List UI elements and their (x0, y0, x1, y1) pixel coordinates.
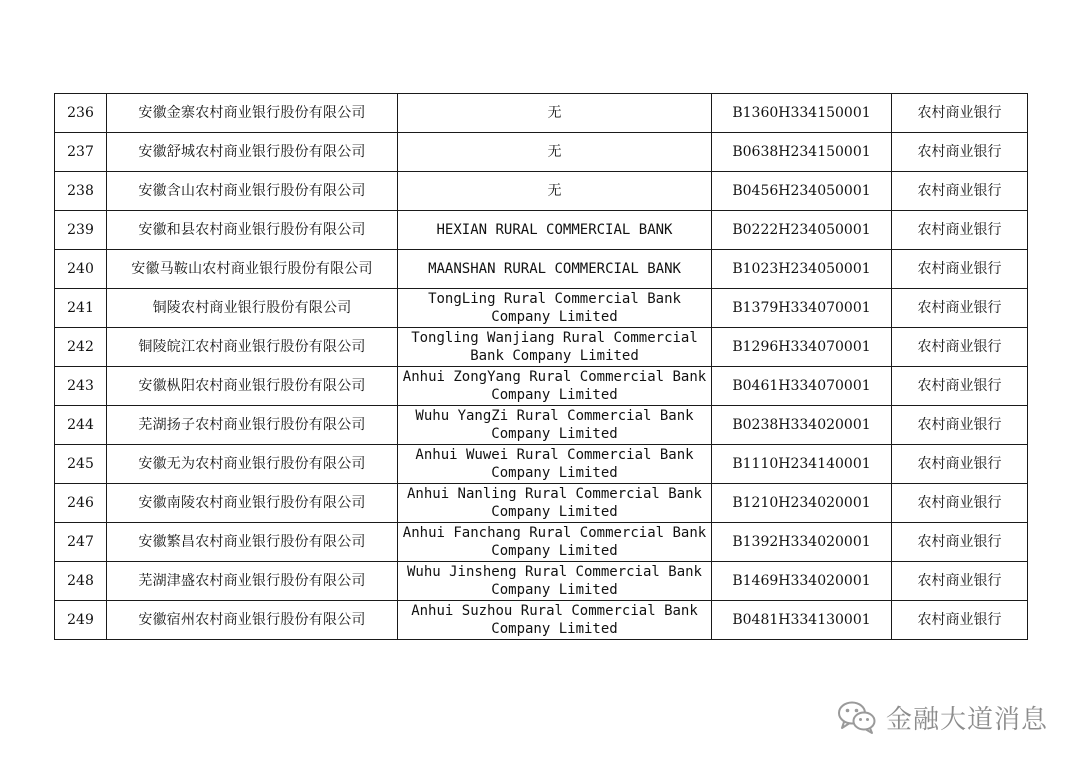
institution-code: B1296H334070001 (712, 328, 892, 367)
row-number: 241 (55, 289, 107, 328)
row-number: 245 (55, 445, 107, 484)
institution-code: B1379H334070001 (712, 289, 892, 328)
institution-code: B0461H334070001 (712, 367, 892, 406)
bank-name-cn: 芜湖扬子农村商业银行股份有限公司 (107, 406, 398, 445)
institution-code: B1110H234140001 (712, 445, 892, 484)
bank-type: 农村商业银行 (892, 211, 1028, 250)
table-row (55, 445, 1028, 484)
table-row (55, 172, 1028, 211)
row-number: 238 (55, 172, 107, 211)
bank-name-cn: 安徽金寨农村商业银行股份有限公司 (107, 94, 398, 133)
row-number: 247 (55, 523, 107, 562)
bank-type: 农村商业银行 (892, 172, 1028, 211)
institution-code: B0638H234150001 (712, 133, 892, 172)
bank-name-cn: 安徽舒城农村商业银行股份有限公司 (107, 133, 398, 172)
bank-name-cn: 安徽南陵农村商业银行股份有限公司 (107, 484, 398, 523)
bank-name-cn: 安徽宿州农村商业银行股份有限公司 (107, 601, 398, 640)
bank-type: 农村商业银行 (892, 250, 1028, 289)
bank-name-en: Anhui Wuwei Rural Commercial Bank Company Limited (398, 445, 712, 484)
table-row (55, 211, 1028, 250)
bank-name-cn: 安徽和县农村商业银行股份有限公司 (107, 211, 398, 250)
institution-code: B1210H234020001 (712, 484, 892, 523)
table-body (55, 94, 1028, 640)
institution-code: B1023H234050001 (712, 250, 892, 289)
table-row (55, 328, 1028, 367)
bank-name-cn: 安徽含山农村商业银行股份有限公司 (107, 172, 398, 211)
bank-name-cn: 安徽马鞍山农村商业银行股份有限公司 (107, 250, 398, 289)
row-number: 248 (55, 562, 107, 601)
bank-name-en: Anhui Nanling Rural Commercial Bank Company Limited (398, 484, 712, 523)
bank-name-cn: 安徽枞阳农村商业银行股份有限公司 (107, 367, 398, 406)
institution-code: B1360H334150001 (712, 94, 892, 133)
bank-type: 农村商业银行 (892, 523, 1028, 562)
bank-name-cn: 安徽无为农村商业银行股份有限公司 (107, 445, 398, 484)
bank-type: 农村商业银行 (892, 133, 1028, 172)
table-row (55, 523, 1028, 562)
bank-name-en: Anhui ZongYang Rural Commercial Bank Company Limited (398, 367, 712, 406)
bank-name-cn: 铜陵农村商业银行股份有限公司 (107, 289, 398, 328)
bank-name-cn: 铜陵皖江农村商业银行股份有限公司 (107, 328, 398, 367)
bank-type: 农村商业银行 (892, 406, 1028, 445)
table-row (55, 562, 1028, 601)
bank-name-en: HEXIAN RURAL COMMERCIAL BANK (398, 211, 712, 250)
bank-name-en: Wuhu Jinsheng Rural Commercial Bank Company Limited (398, 562, 712, 601)
bank-type: 农村商业银行 (892, 484, 1028, 523)
institution-code: B0456H234050001 (712, 172, 892, 211)
watermark (836, 697, 1048, 737)
row-number: 242 (55, 328, 107, 367)
institution-code: B0481H334130001 (712, 601, 892, 640)
bank-type: 农村商业银行 (892, 445, 1028, 484)
bank-name-cn: 芜湖津盛农村商业银行股份有限公司 (107, 562, 398, 601)
bank-type: 农村商业银行 (892, 328, 1028, 367)
row-number: 240 (55, 250, 107, 289)
institution-code: B0238H334020001 (712, 406, 892, 445)
bank-name-en: 无 (398, 94, 712, 133)
table-row (55, 94, 1028, 133)
bank-type: 农村商业银行 (892, 367, 1028, 406)
bank-name-en: Tongling Wanjiang Rural Commercial Bank Company Limited (398, 328, 712, 367)
bank-type: 农村商业银行 (892, 562, 1028, 601)
row-number: 244 (55, 406, 107, 445)
row-number: 243 (55, 367, 107, 406)
bank-name-en: 无 (398, 172, 712, 211)
row-number: 246 (55, 484, 107, 523)
bank-type: 农村商业银行 (892, 289, 1028, 328)
bank-name-en: TongLing Rural Commercial Bank Company Limited (398, 289, 712, 328)
bank-name-en: Anhui Fanchang Rural Commercial Bank Company Limited (398, 523, 712, 562)
institution-code: B1469H334020001 (712, 562, 892, 601)
bank-name-en: Wuhu YangZi Rural Commercial Bank Company Limited (398, 406, 712, 445)
table-row (55, 289, 1028, 328)
bank-name-en: Anhui Suzhou Rural Commercial Bank Company Limited (398, 601, 712, 640)
bank-type: 农村商业银行 (892, 601, 1028, 640)
table-row (55, 406, 1028, 445)
table-row (55, 367, 1028, 406)
row-number: 249 (55, 601, 107, 640)
bank-name-en: MAANSHAN RURAL COMMERCIAL BANK (398, 250, 712, 289)
bank-name-cn: 安徽繁昌农村商业银行股份有限公司 (107, 523, 398, 562)
row-number: 239 (55, 211, 107, 250)
table-row (55, 133, 1028, 172)
bank-list-table (54, 93, 1028, 640)
watermark-text: 金融大道消息 (886, 704, 1049, 735)
row-number: 236 (55, 94, 107, 133)
table-row (55, 484, 1028, 523)
bank-type: 农村商业银行 (892, 94, 1028, 133)
institution-code: B1392H334020001 (712, 523, 892, 562)
table-row (55, 601, 1028, 640)
row-number: 237 (55, 133, 107, 172)
institution-code: B0222H234050001 (712, 211, 892, 250)
table-row (55, 250, 1028, 289)
wechat-icon (836, 698, 878, 736)
bank-name-en: 无 (398, 133, 712, 172)
